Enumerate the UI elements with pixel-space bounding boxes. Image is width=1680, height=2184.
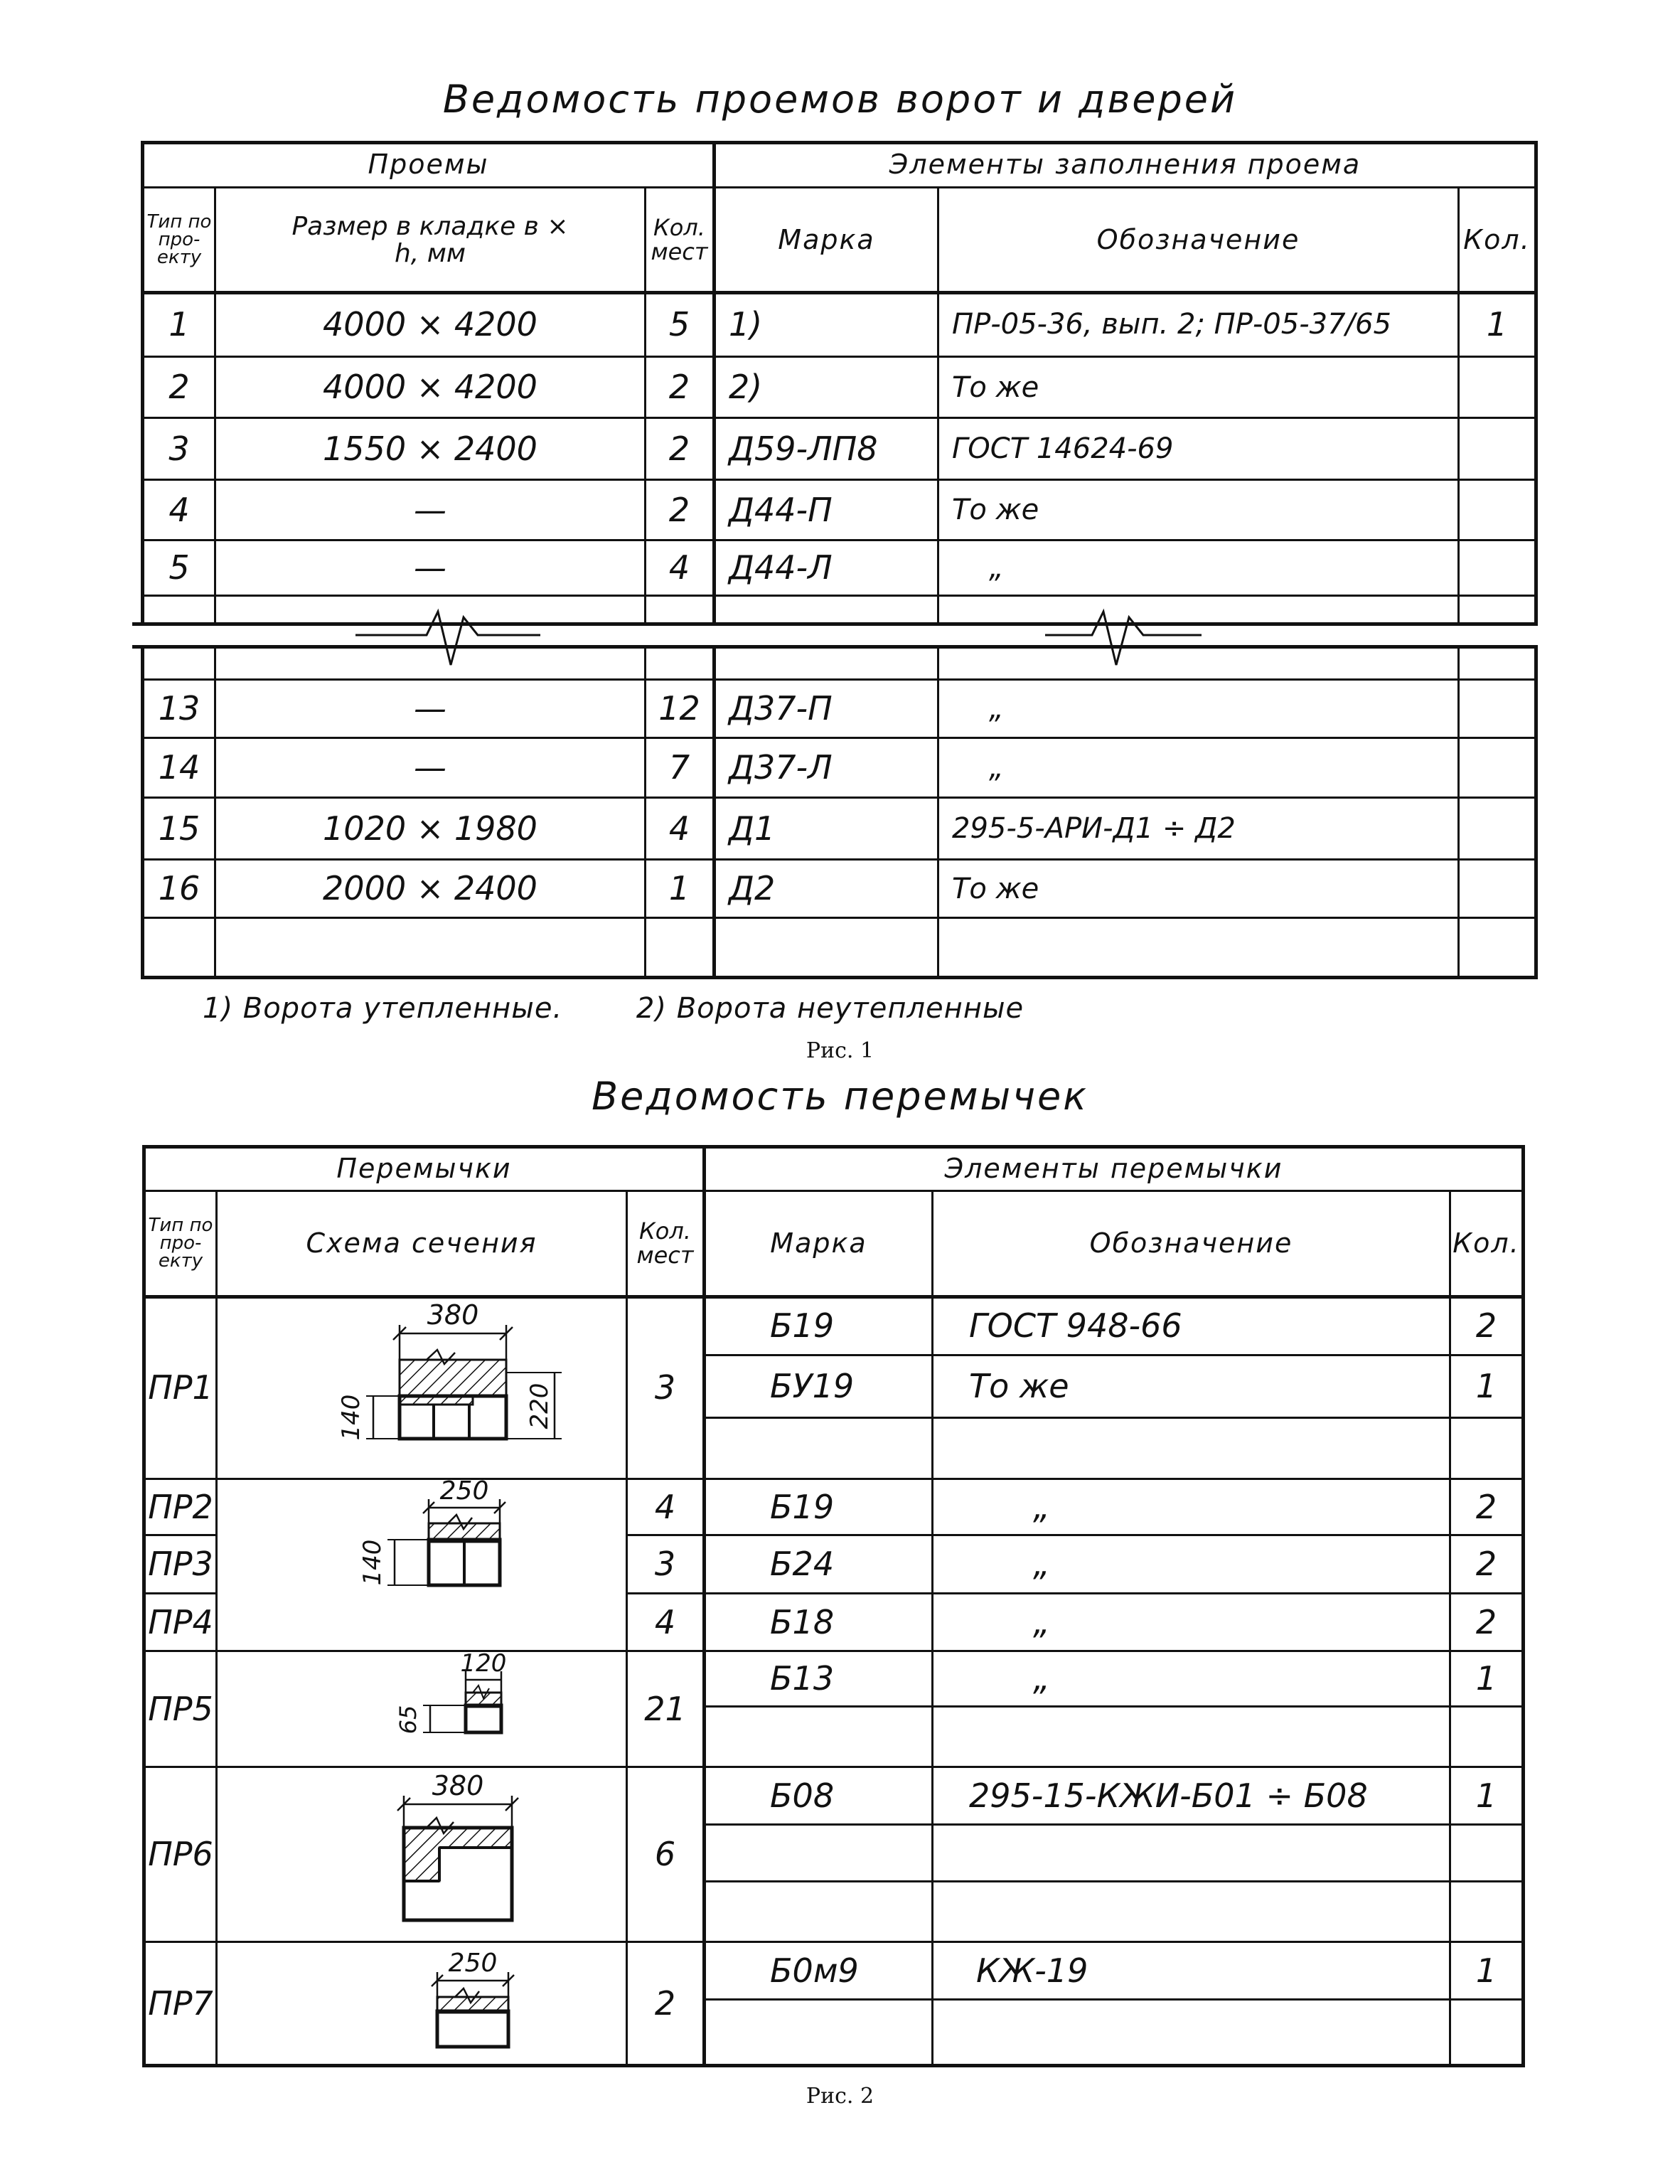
type-cell: 5 bbox=[168, 548, 190, 587]
places-pr2: 4 bbox=[654, 1487, 676, 1526]
places-pr5: 21 bbox=[644, 1689, 686, 1728]
size-cell: 2000 × 2400 bbox=[323, 869, 537, 908]
count-cell: 1 bbox=[1475, 1659, 1497, 1698]
designation-cell: „ bbox=[989, 551, 1004, 585]
dim-pr1-left: 140 bbox=[337, 1394, 365, 1441]
fig2-group-left: Перемычки bbox=[336, 1153, 512, 1185]
places-cell: 4 bbox=[668, 548, 690, 587]
designation-cell: То же bbox=[952, 494, 1039, 526]
type-cell: 14 bbox=[158, 748, 200, 787]
count-cell: 1 bbox=[1486, 304, 1508, 343]
type-pr3: ПР3 bbox=[148, 1545, 213, 1584]
size-cell: 1020 × 1980 bbox=[323, 809, 537, 848]
type-cell: 15 bbox=[158, 809, 200, 848]
places-cell: 4 bbox=[668, 809, 690, 848]
fig1-group-left: Проемы bbox=[368, 149, 489, 181]
mark-cell: Б0м9 bbox=[770, 1951, 859, 1990]
designation-cell: КЖ-19 bbox=[976, 1951, 1088, 1990]
mark-cell: Б13 bbox=[770, 1659, 835, 1698]
places-pr7: 2 bbox=[654, 1983, 676, 2023]
type-pr7: ПР7 bbox=[148, 1983, 213, 2023]
dim-pr5-width: 120 bbox=[460, 1649, 507, 1678]
designation-cell: То же bbox=[969, 1367, 1069, 1406]
count-cell: 2 bbox=[1475, 1545, 1497, 1584]
size-cell: 4000 × 4200 bbox=[323, 304, 537, 343]
type-pr6: ПР6 bbox=[148, 1835, 213, 1874]
mark-cell: Б24 bbox=[770, 1545, 835, 1584]
dim-pr24-left: 140 bbox=[358, 1539, 387, 1586]
note-1: 1) Ворота утепленные. bbox=[203, 992, 563, 1025]
fig1-caption: Рис. 1 bbox=[806, 1038, 874, 1063]
type-cell: 2 bbox=[168, 368, 190, 407]
fig2-col-places: Кол. мест bbox=[636, 1217, 694, 1269]
mark-cell: 2) bbox=[729, 368, 763, 407]
size-cell: 4000 × 4200 bbox=[323, 368, 537, 407]
designation-cell: То же bbox=[952, 371, 1039, 404]
places-pr3: 3 bbox=[654, 1545, 676, 1584]
fig1-col-places: Кол. мест bbox=[651, 213, 708, 265]
mark-cell: Б08 bbox=[770, 1776, 835, 1815]
places-cell: 7 bbox=[668, 748, 690, 787]
places-cell: 2 bbox=[668, 368, 690, 407]
fig2-col-count: Кол. bbox=[1452, 1227, 1520, 1259]
places-pr6: 6 bbox=[654, 1835, 676, 1874]
type-cell: 1 bbox=[168, 304, 190, 343]
mark-cell: Б18 bbox=[770, 1602, 835, 1641]
mark-cell: Д2 bbox=[729, 869, 776, 908]
count-cell: 1 bbox=[1475, 1367, 1497, 1406]
fig2-title: Ведомость перемычек bbox=[592, 1074, 1088, 1119]
scheme-pr2-pr4 bbox=[358, 1476, 505, 1585]
note-2: 2) Ворота неутепленные bbox=[636, 992, 1024, 1025]
type-cell: 16 bbox=[158, 869, 200, 908]
designation-cell: „ bbox=[989, 692, 1004, 725]
count-cell: 2 bbox=[1475, 1487, 1497, 1526]
mark-cell: Д59-ЛП8 bbox=[729, 429, 878, 468]
designation-cell: „ bbox=[1033, 1659, 1050, 1698]
scheme-pr1 bbox=[337, 1299, 562, 1440]
mark-cell: Б19 bbox=[770, 1487, 835, 1526]
mark-cell: Д1 bbox=[729, 809, 776, 848]
type-pr4: ПР4 bbox=[148, 1602, 213, 1641]
places-pr1: 3 bbox=[654, 1368, 676, 1407]
fig1-title: Ведомость проемов ворот и дверей bbox=[442, 77, 1238, 122]
type-pr5: ПР5 bbox=[148, 1689, 213, 1728]
size-cell: 1550 × 2400 bbox=[323, 429, 537, 468]
fig2-col-scheme: Схема сечения bbox=[306, 1227, 537, 1259]
fig1-col-mark: Марка bbox=[778, 223, 875, 255]
scheme-pr5 bbox=[395, 1649, 506, 1734]
count-cell: 1 bbox=[1475, 1951, 1497, 1990]
dim-pr5-left: 65 bbox=[395, 1705, 422, 1735]
fig2-col-designation: Обозначение bbox=[1089, 1227, 1293, 1259]
scheme-pr6 bbox=[397, 1770, 518, 1920]
type-cell: 3 bbox=[168, 429, 190, 468]
places-cell: 2 bbox=[668, 429, 690, 468]
designation-cell: „ bbox=[1033, 1487, 1050, 1526]
mark-cell: Д37-Л bbox=[729, 748, 833, 787]
designation-cell: „ bbox=[1033, 1602, 1050, 1641]
scheme-pr7 bbox=[432, 1949, 514, 2047]
size-cell: — bbox=[414, 490, 446, 529]
fig2-caption: Рис. 2 bbox=[806, 2084, 874, 2109]
mark-cell: БУ19 bbox=[770, 1367, 855, 1406]
dim-pr6-width: 380 bbox=[432, 1770, 484, 1801]
fig1-col-count: Кол. bbox=[1463, 223, 1531, 255]
dim-pr1-right: 220 bbox=[525, 1383, 554, 1429]
type-pr1: ПР1 bbox=[148, 1368, 213, 1407]
mark-cell: Д44-Л bbox=[729, 548, 833, 587]
fig1-col-type: Тип по про-екту bbox=[146, 211, 212, 268]
count-cell: 1 bbox=[1475, 1776, 1497, 1815]
places-cell: 1 bbox=[668, 869, 690, 908]
fig2-col-mark: Марка bbox=[770, 1227, 867, 1259]
mark-cell: Д44-П bbox=[729, 490, 833, 529]
designation-cell: „ bbox=[1033, 1545, 1050, 1584]
fig1-col-designation: Обозначение bbox=[1096, 223, 1300, 255]
places-cell: 2 bbox=[668, 490, 690, 529]
mark-cell: 1) bbox=[729, 304, 763, 343]
designation-cell: ПР-05-36, вып. 2; ПР-05-37/65 bbox=[952, 308, 1391, 341]
designation-cell: „ bbox=[989, 751, 1004, 784]
designation-cell: ГОСТ 14624-69 bbox=[952, 432, 1174, 465]
fig1-col-size: Размер в кладке в × h, мм bbox=[291, 211, 569, 268]
count-cell: 2 bbox=[1475, 1306, 1497, 1345]
places-cell: 12 bbox=[658, 689, 700, 728]
fig2-group-right: Элементы перемычки bbox=[944, 1153, 1283, 1185]
designation-cell: То же bbox=[952, 872, 1039, 905]
size-cell: — bbox=[414, 548, 446, 587]
designation-cell: 295-15-КЖИ-Б01 ÷ Б08 bbox=[969, 1776, 1368, 1815]
count-cell: 2 bbox=[1475, 1602, 1497, 1641]
type-cell: 4 bbox=[168, 490, 190, 529]
mark-cell: Д37-П bbox=[729, 689, 833, 728]
fig2-col-type: Тип по про-екту bbox=[148, 1215, 213, 1272]
dim-pr24-width: 250 bbox=[439, 1476, 489, 1506]
mark-cell: Б19 bbox=[770, 1306, 835, 1345]
places-cell: 5 bbox=[668, 304, 690, 343]
size-cell: — bbox=[414, 689, 446, 728]
size-cell: — bbox=[414, 748, 446, 787]
type-cell: 13 bbox=[158, 689, 200, 728]
designation-cell: ГОСТ 948-66 bbox=[969, 1306, 1182, 1345]
type-pr2: ПР2 bbox=[148, 1487, 213, 1526]
dim-pr1-width: 380 bbox=[427, 1299, 479, 1331]
dim-pr7-width: 250 bbox=[448, 1949, 498, 1978]
fig1-group-right: Элементы заполнения проема bbox=[889, 149, 1361, 181]
places-pr4: 4 bbox=[654, 1602, 676, 1641]
designation-cell: 295-5-АРИ-Д1 ÷ Д2 bbox=[952, 812, 1236, 845]
